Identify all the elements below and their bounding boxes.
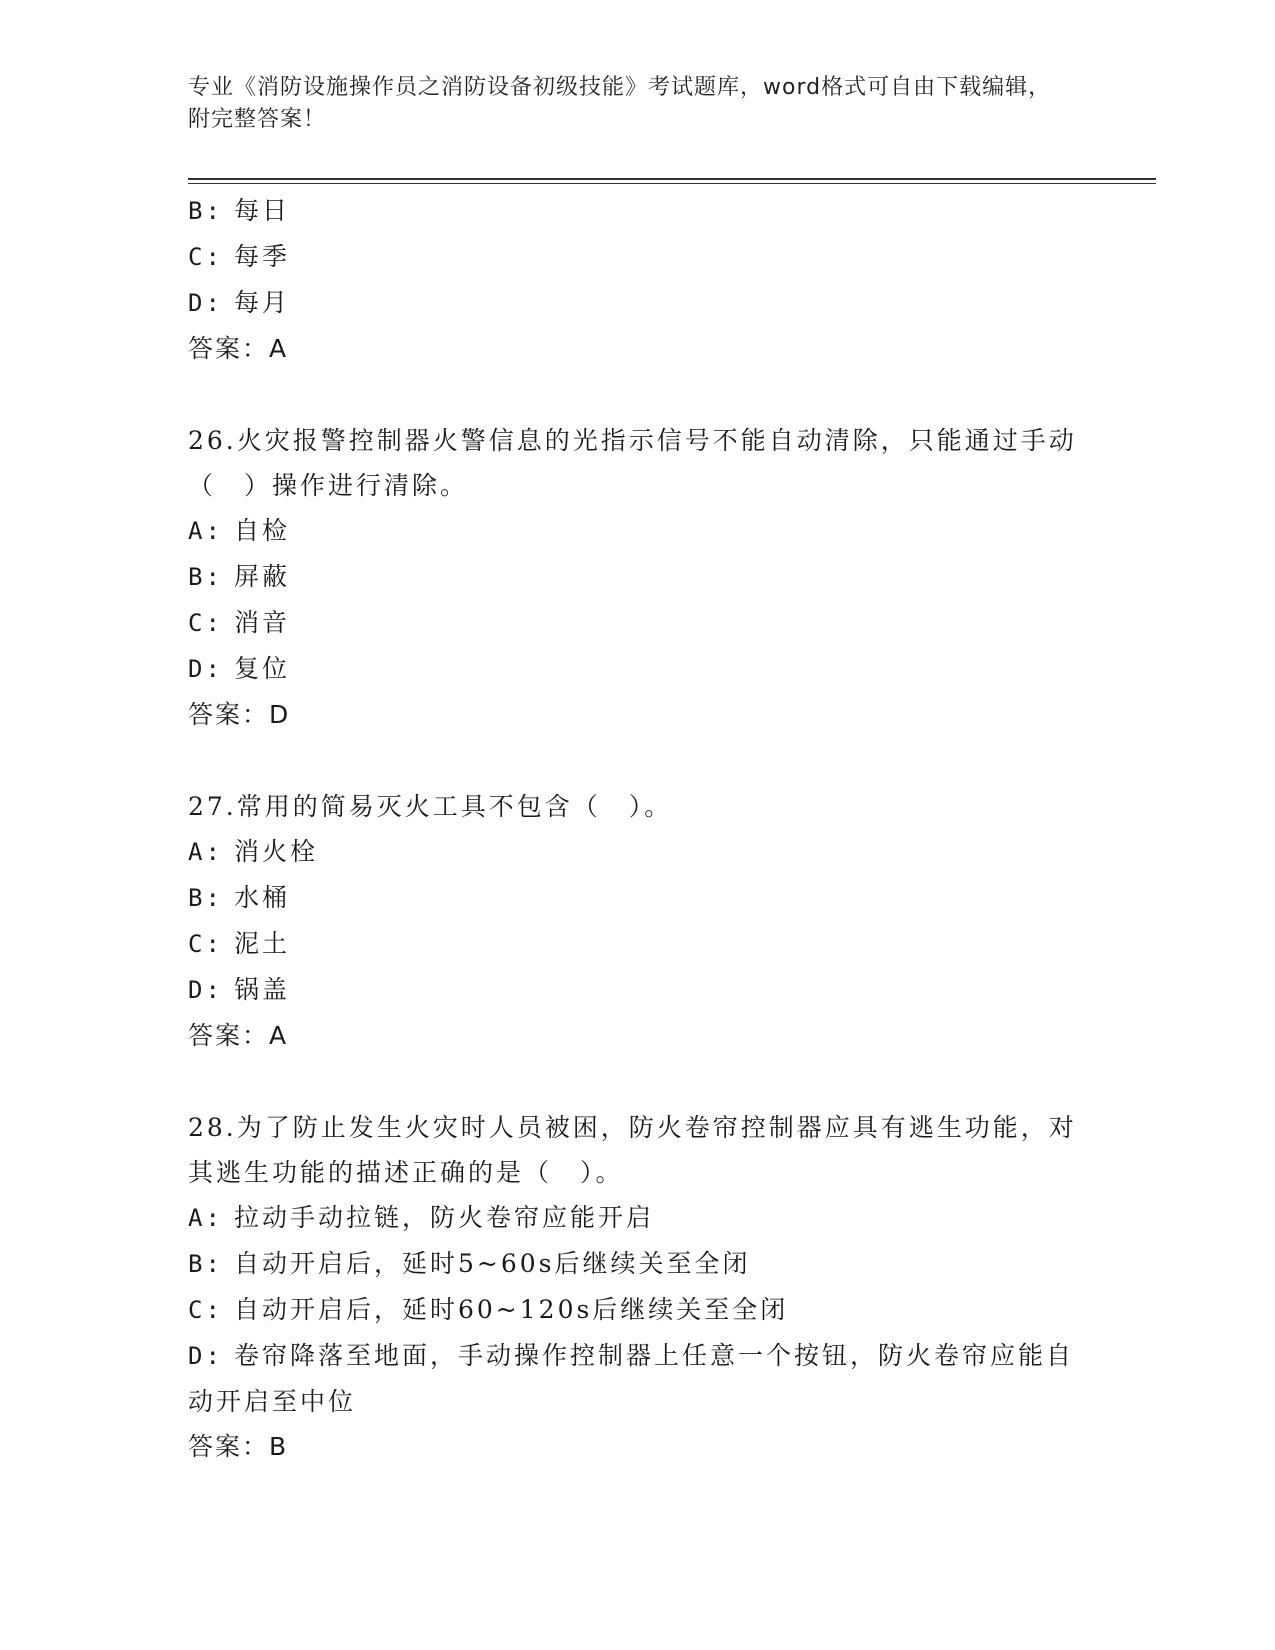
option-item <box>188 188 1088 234</box>
option-key: B: <box>188 1250 223 1278</box>
option-key: A: <box>188 517 223 545</box>
option-text: 每季 <box>234 242 291 271</box>
answer-line: 答案：B <box>188 1432 289 1461</box>
option-key: D: <box>188 289 223 317</box>
option-text: 屏蔽 <box>234 562 291 591</box>
header-divider-thin <box>188 183 1156 184</box>
option-item <box>188 967 1088 1013</box>
option-item <box>188 554 1088 600</box>
option-item <box>188 1195 1088 1241</box>
spacer <box>188 1059 1088 1105</box>
question-block <box>188 1105 1088 1470</box>
option-key: B: <box>188 197 223 225</box>
option-text: 自动开启后，延时60~120s后继续关至全闭 <box>234 1295 789 1324</box>
option-text: 泥土 <box>234 929 291 958</box>
option-key: C: <box>188 930 223 958</box>
answer-line: 答案：A <box>188 334 289 363</box>
option-key: A: <box>188 1204 223 1232</box>
option-text: 复位 <box>234 654 291 683</box>
question-list <box>188 188 1088 1470</box>
option-key: C: <box>188 609 223 637</box>
option-item <box>188 600 1088 646</box>
header-divider <box>188 178 1156 180</box>
option-text: 每月 <box>234 288 291 317</box>
option-item <box>188 875 1088 921</box>
option-item <box>188 234 1088 280</box>
question-block <box>188 188 1088 372</box>
option-text: 自检 <box>234 516 291 545</box>
question-text: 27.常用的简易灭火工具不包含（ ）。 <box>188 792 673 821</box>
question-text: 28.为了防止发生火灾时人员被困，防火卷帘控制器应具有逃生功能，对其逃生功能的描述正确的是（ ）。 <box>188 1113 1077 1187</box>
option-item <box>188 1241 1088 1287</box>
option-item <box>188 921 1088 967</box>
option-key: C: <box>188 243 223 271</box>
question-block <box>188 784 1088 1059</box>
option-item <box>188 1287 1088 1333</box>
option-text: 消火栓 <box>234 837 319 866</box>
option-text: 消音 <box>234 608 291 637</box>
option-item <box>188 508 1088 554</box>
option-key: C: <box>188 1296 223 1324</box>
option-text: 水桶 <box>234 883 291 912</box>
option-key: D: <box>188 976 223 1004</box>
option-text: 卷帘降落至地面，手动操作控制器上任意一个按钮，防火卷帘应能自动开启至中位 <box>188 1341 1075 1416</box>
answer-line: 答案：D <box>188 700 291 729</box>
option-item <box>188 280 1088 326</box>
option-text: 锅盖 <box>234 975 291 1004</box>
option-key: D: <box>188 655 223 683</box>
option-key: D: <box>188 1342 223 1370</box>
option-item <box>188 1333 1088 1424</box>
answer-line: 答案：A <box>188 1021 289 1050</box>
option-key: A: <box>188 838 223 866</box>
option-key: B: <box>188 884 223 912</box>
option-item <box>188 829 1088 875</box>
page-header: 专业《消防设施操作员之消防设备初级技能》考试题库，word格式可自由下载编辑，附完整答案！ <box>188 75 1052 132</box>
question-text: 26.火灾报警控制器火警信息的光指示信号不能自动清除，只能通过手动（ ）操作进行清除。 <box>188 426 1077 500</box>
option-text: 自动开启后，延时5~60s后继续关至全闭 <box>234 1249 751 1278</box>
option-item <box>188 646 1088 692</box>
spacer <box>188 738 1088 784</box>
spacer <box>188 372 1088 418</box>
option-text: 拉动手动拉链，防火卷帘应能开启 <box>234 1203 655 1232</box>
option-text: 每日 <box>234 196 291 225</box>
option-key: B: <box>188 563 223 591</box>
question-block <box>188 418 1088 738</box>
